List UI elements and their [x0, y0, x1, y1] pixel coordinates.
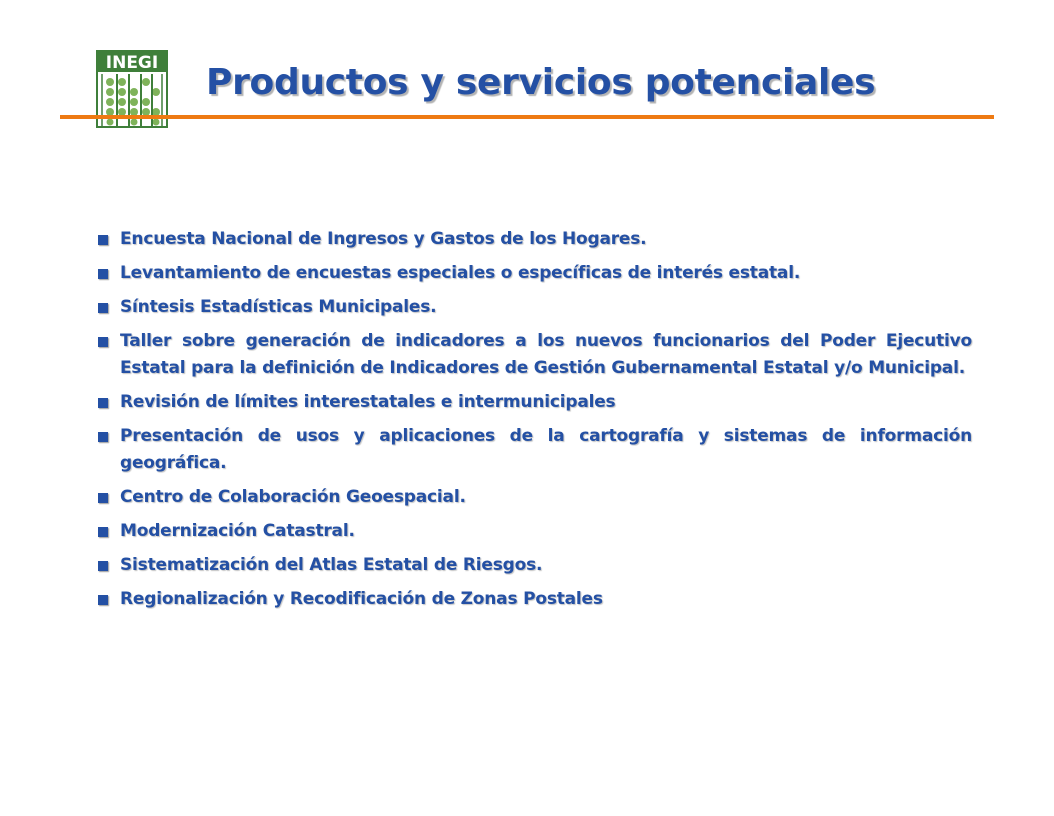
square-bullet-icon	[98, 493, 108, 503]
page-title: Productos y servicios potenciales	[206, 62, 876, 103]
square-bullet-icon	[98, 269, 108, 279]
list-item-text: Síntesis Estadísticas Municipales.	[120, 297, 437, 317]
list-item	[98, 586, 972, 613]
list-item	[98, 389, 972, 416]
title-underline	[60, 115, 994, 119]
list-item	[98, 552, 972, 579]
list-item-text: Encuesta Nacional de Ingresos y Gastos de los Hogares.	[120, 229, 647, 249]
square-bullet-icon	[98, 527, 108, 537]
list-item-text: Modernización Catastral.	[120, 521, 355, 541]
square-bullet-icon	[98, 337, 108, 347]
square-bullet-icon	[98, 303, 108, 313]
list-item-text: Presentación de usos y aplicaciones de la cartografía y sistemas de información geográfica.	[120, 426, 972, 473]
square-bullet-icon	[98, 235, 108, 245]
list-item	[98, 484, 972, 511]
list-item	[98, 328, 972, 382]
list-item-text: Taller sobre generación de indicadores a los nuevos funcionarios del Poder Ejecutivo Estatal para la definición de Indicadores de Gestión Gubernamental Estatal y/o Municipal.	[120, 331, 972, 378]
square-bullet-icon	[98, 432, 108, 442]
list-item-text: Centro de Colaboración Geoespacial.	[120, 487, 466, 507]
list-item	[98, 423, 972, 477]
list-item-text: Revisión de límites interestatales e intermunicipales	[120, 392, 616, 412]
list-item	[98, 518, 972, 545]
bullet-list	[98, 226, 972, 620]
list-item-text: Regionalización y Recodificación de Zonas Postales	[120, 589, 603, 609]
square-bullet-icon	[98, 398, 108, 408]
svg-text:INEGI: INEGI	[105, 53, 159, 73]
list-item	[98, 294, 972, 321]
list-item-text: Levantamiento de encuestas especiales o específicas de interés estatal.	[120, 263, 801, 283]
square-bullet-icon	[98, 561, 108, 571]
list-item	[98, 260, 972, 287]
square-bullet-icon	[98, 595, 108, 605]
list-item-text: Sistematización del Atlas Estatal de Riesgos.	[120, 555, 543, 575]
list-item	[98, 226, 972, 253]
